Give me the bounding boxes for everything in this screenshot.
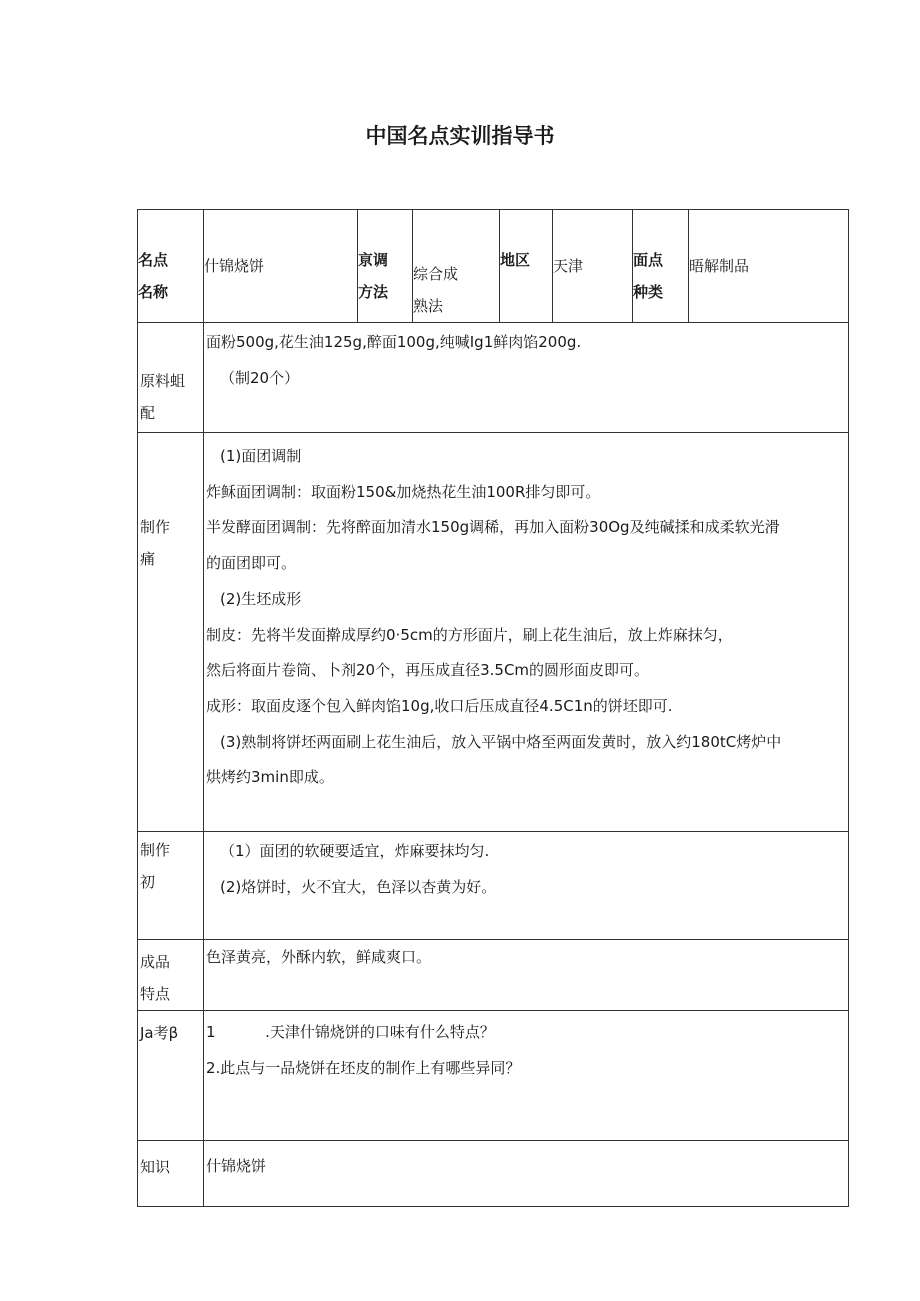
- keypoints-label-1: 制作: [140, 841, 171, 859]
- process-line: 制皮：先将半发面擀成厚约0·5cm的方形面片，刷上花生油后，放上炸麻抹匀，: [206, 625, 733, 644]
- ingredients-line-1: 面粉500g,花生油125g,醉面100g,纯喊Ig1鲜肉馅200g.: [206, 333, 582, 351]
- process-line: 成形：取面皮逐个包入鲜肉馅10g,收口后压成直径4.5C1n的饼坯即可.: [206, 696, 673, 715]
- keypoints-row: [138, 832, 849, 940]
- method-label-cell: [358, 210, 413, 323]
- ingredients-label-cell: [138, 323, 204, 433]
- document-title: 中国名点实训指导书: [365, 124, 555, 148]
- category-value-cell: [689, 210, 849, 323]
- process-row: [138, 433, 849, 832]
- features-row: [138, 940, 849, 1011]
- keypoints-content: [204, 832, 849, 940]
- process-line: (1)面团调制: [220, 447, 302, 465]
- method-value-1: 综合成: [413, 265, 459, 283]
- features-label-cell: [138, 940, 204, 1011]
- question-2: 2.此点与一品烧饼在坯皮的制作上有哪些异同？: [206, 1058, 521, 1077]
- name-label-1: 名点: [138, 251, 169, 269]
- question-1-number: 1: [206, 1023, 216, 1041]
- region-label: 地区: [500, 251, 531, 269]
- category-label-cell: [633, 210, 689, 323]
- features-content: [204, 940, 849, 1011]
- process-label-2: 痛: [140, 550, 156, 568]
- knowledge-label-cell: [138, 1141, 204, 1207]
- process-label-1: 制作: [140, 518, 171, 536]
- process-label-cell: [138, 433, 204, 832]
- process-line: 半发酵面团调制：先将醉面加清水150g调稀，再加入面粉30Og及纯碱揉和成柔软光滑: [206, 518, 780, 537]
- category-label-2: 种类: [633, 283, 664, 301]
- question-1: [206, 1011, 848, 1051]
- process-line: 炸稣面团调制：取面粉150&加烧热花生油100R排匀即可。: [206, 482, 601, 501]
- features-label-2: 特点: [140, 985, 171, 1003]
- training-table: [137, 209, 849, 1207]
- keypoints-label-2: 初: [140, 873, 156, 891]
- name-label-2: 名称: [138, 283, 169, 301]
- name-label-cell: [138, 210, 204, 323]
- features-label-1: 成品: [140, 953, 171, 971]
- knowledge-label: 知识: [140, 1158, 171, 1176]
- process-line: (2)生坯成形: [220, 589, 302, 608]
- region-value-cell: [553, 210, 633, 323]
- knowledge-content: [204, 1141, 849, 1207]
- keypoints-line-2: (2)烙饼时，火不宜大，色泽以杏黄为好。: [220, 877, 497, 896]
- questions-row: [138, 1011, 849, 1141]
- ingredients-row: [138, 323, 849, 433]
- process-content: [204, 433, 849, 832]
- knowledge-text: 什锦烧饼: [206, 1157, 267, 1175]
- keypoints-line-1: （1）面团的软硬要适宜，炸麻要抹均匀.: [220, 842, 490, 860]
- region-label-cell: [500, 210, 553, 323]
- method-label-2: 方法: [358, 283, 389, 301]
- region-value: 天津: [553, 257, 584, 275]
- question-1-text: .天津什锦烧饼的口味有什么特点？: [265, 1023, 495, 1041]
- ingredients-content: [204, 323, 849, 433]
- ingredients-label-2: 配: [140, 404, 156, 422]
- knowledge-row: [138, 1141, 849, 1207]
- method-value-cell: [413, 210, 500, 323]
- process-line: (3)熟制将饼坯两面刷上花生油后，放入平锅中烙至两面发黄时，放入约180tC烤炉中: [220, 732, 782, 751]
- keypoints-label-cell: [138, 832, 204, 940]
- questions-label: Ja考β: [140, 1024, 179, 1042]
- questions-label-cell: [138, 1011, 204, 1141]
- ingredients-line-2: （制20个）: [220, 368, 300, 387]
- category-value: 晤解制品: [689, 257, 750, 275]
- method-label-1: 亰调: [358, 251, 389, 269]
- category-label-1: 面点: [633, 251, 664, 269]
- name-value-cell: [204, 210, 358, 323]
- header-row: [138, 210, 849, 323]
- method-value-2: 熟法: [413, 297, 444, 315]
- questions-content: [204, 1011, 849, 1141]
- name-value: 什锦烧饼: [204, 257, 265, 275]
- features-text: 色泽黄亮，外酥内软，鲜咸爽口。: [206, 948, 432, 966]
- ingredients-label-1: 原料蛆: [140, 372, 186, 390]
- process-line: 的面团即可。: [206, 554, 297, 573]
- process-line: 然后将面片卷筒、卜剂20个，再压成直径3.5Cm的圆形面皮即可。: [206, 661, 650, 680]
- process-line: 烘烤约3min即成。: [206, 768, 334, 787]
